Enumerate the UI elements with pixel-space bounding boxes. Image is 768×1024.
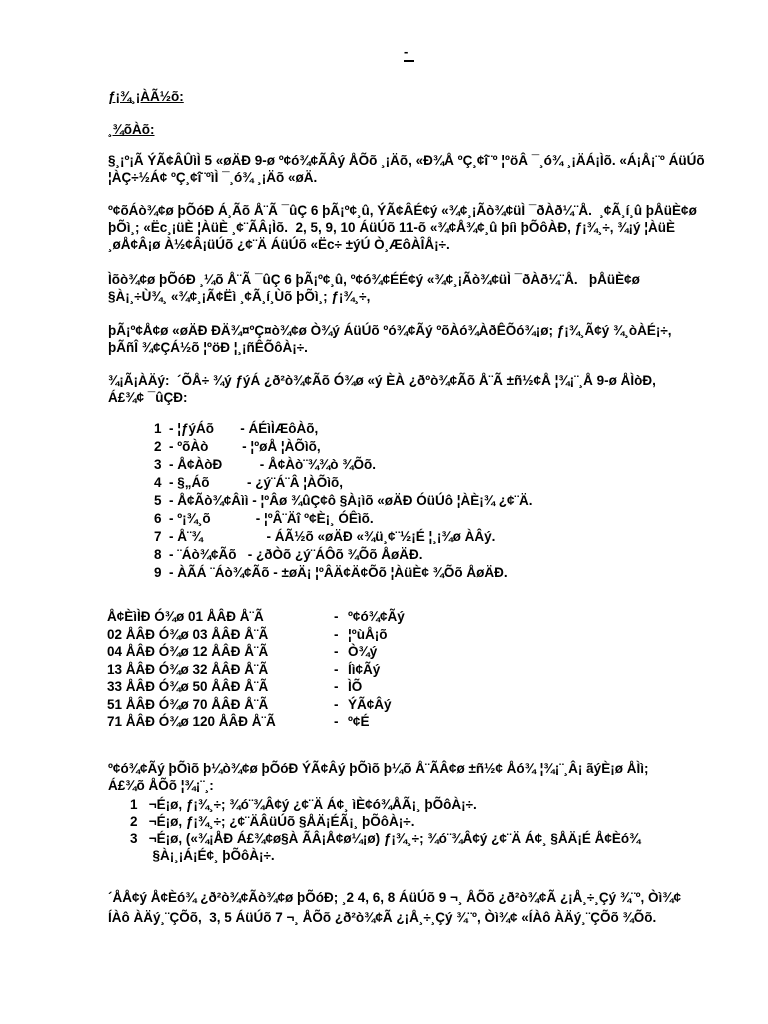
para1-line1: §¸¡º¡Ã ÝÃ¢ÂÛìÌ 5 «øÄÐ 9-ø º¢ó¾¢ÃÂý ÅÕõ ¸¡Äõ, «Ð¾Å ºÇ¸¢î¨º ¦ºöÂ ¯¸ó¾ ¸¡ÄÁ¡Ìõ. «Á¡Å¡¨º ÁüÚõ — [108, 153, 705, 168]
list-item: 2 ¬É¡ø, ƒ¡¾¸÷; ¿¢¨ÄÂüÚõ §ÅÄ¡ÉÃ¡¸ þÕôÀ¡÷. — [130, 814, 415, 829]
table-cell-range: 51 ÅÂÐ Ó¾ø 70 ÅÂÐ Å¨Ã — [107, 696, 269, 712]
table-cell-planet: º¢É — [348, 714, 370, 730]
list-item: 9 - ÀÃÁ ¨Áò¾¢Ãõ - ±øÄ¡ ¦ºÂÄ¢Ä¢Õõ ¦ÀüÈ¢ ¾Õõ ÅøÄÐ. — [154, 565, 508, 580]
table-cell-planet: ÝÃ¢Âý — [348, 696, 392, 712]
table-row — [107, 661, 405, 679]
list-item: 3 - Å¢ÀòÐ - Å¢Àò¨¾¾ò ¾Õõ. — [154, 457, 377, 472]
table-cell-dash: - — [334, 626, 339, 642]
table-row — [107, 678, 405, 696]
list-item: 6 - º¡¾¸õ - ¦ºÂ¨Äî º¢È¡¸ ÓÊìõ. — [154, 511, 374, 526]
heading-main: ƒ¡¾¸¡ÀÃ½õ: — [108, 89, 184, 104]
table-cell-planet: Ò¾ý — [348, 644, 378, 660]
header-dash: - — [404, 44, 409, 59]
table-cell-range: 71 ÅÂÐ Ó¾ø 120 ÅÂÐ Å¨Ã — [107, 714, 276, 730]
list-item: 8 - ¨Áò¾¢Ãõ - ¿ðÒõ ¿ý¨ÁÔõ ¾Õõ ÅøÄÐ. — [154, 547, 423, 562]
result-list — [130, 796, 640, 864]
table-cell-dash: - — [334, 696, 339, 712]
para4-line2: þÃñÎ ¾¢ÇÁ½õ ¦ºöÐ ¦¸¡ñÊÕôÀ¡÷. — [108, 340, 308, 355]
table-row — [107, 713, 405, 731]
para4-line1: þÃ¡º¢Å¢ø «øÄÐ ÐÄ¾¤ºÇ¤ò¾¢ø Ò¾ý ÁüÚõ ºó¾¢Ãý ºõÀó¾ÀðÊÕó¾¡ø; ƒ¡¾¸Ã¢ý ¾¸òÀÉ¡÷, — [108, 323, 672, 338]
para7-line2: ÍÀô ÀÄý¸¨ÇÕõ, 3, 5 ÁüÚõ 7 ¬¸ ÅÕõ ¿ð²ò¾¢Ã ¿¡Å¸÷¸Çý ¾¨º, Òì¾¢ «ÍÀô ÀÄý¸¨ÇÕõ ¾Õõ. — [108, 910, 657, 925]
table-cell-range: 04 ÅÂÐ Ó¾ø 12 ÅÂÐ Å¨Ã — [107, 644, 269, 660]
table-cell-dash: - — [334, 714, 339, 730]
para5-line1: ¾¡Ã¡ÀÄý: ´ÕÅ÷ ¾ý ƒýÁ ¿ð²ò¾¢Ãõ Ó¾ø «ý ÈÀ ¿ðºò¾¢Ãõ Å¨Ã ±ñ½¢Å ¦¾¡¨¸Å 9-ø ÅÌòÐ, — [108, 373, 656, 388]
list-item: 7 - Å¨¾ - ÁÃ½õ «øÄÐ «¾ü¸¢¨½¡É ¦¸¡¾ø ÀÂý. — [154, 529, 496, 544]
table-cell-range: 33 ÅÂÐ Ó¾ø 50 ÅÂÐ Å¨Ã — [107, 679, 269, 695]
table-cell-dash: - — [334, 609, 339, 625]
list-item: 4 - §„Áõ - ¿ý¨Á¨Â ¦ÀÕìõ, — [154, 475, 344, 490]
para1-line2: ¦ÀÇ÷½Á¢ ºÇ¸¢î¨ºìÌ ¯¸ó¾ ¸¡Äõ «øÄ. — [108, 170, 318, 185]
table-cell-range: Å¢ÈìÌÐ Ó¾ø 01 ÅÂÐ Å¨Ã — [107, 609, 264, 625]
table-row — [107, 643, 405, 661]
table-row — [107, 608, 405, 626]
list-item: 5 - Å¢Ãò¾¢Âìì - ¦ºÂø ¾ûÇ¢ô §À¡ìõ «øÄÐ ÓüÚô ¦ÀÈ¡¾ ¿¢¨Ä. — [154, 493, 533, 508]
table-cell-range: 02 ÅÂÐ Ó¾ø 03 ÅÂÐ Å¨Ã — [107, 626, 269, 642]
para7-line1: ´ÅÅ¢ý Å¢Èó¾ ¿ð²ò¾¢Ãò¾¢ø þÕóÐ; ¸2 4, 6, 8 ÁüÚõ 9 ¬¸ ÅÕõ ¿ð²ò¾¢Ã ¿¡Å¸÷¸Çý ¾¨º, Òì¾¢ — [108, 890, 682, 905]
table-cell-planet: ÌÕ — [348, 679, 363, 695]
list-item: §À¡¸¡Á¡É¢¸ þÕôÀ¡÷. — [130, 848, 275, 863]
table-cell-planet: ¦ºùÅ¡õ — [348, 626, 388, 642]
list-item: 2 - ºõÀò - ¦ºøÅ ¦ÀÕìõ, — [154, 439, 321, 454]
list-item: 1 ¬É¡ø, ƒ¡¾¸÷; ¾ó¨¾Â¢ý ¿¢¨Ä Á¢¸ ìÈ¢ó¾ÅÃ¡¸ þÕôÀ¡÷. — [130, 797, 477, 812]
para2-line2: þÕì¸; «Ëc¸¡üÈ ¦ÀüÈ ¸¢¨ÃÂ¡Ìõ. 2, 5, 9, 10 ÁüÚõ 11-õ «¾¢Å¾¢¸û þíì þÕôÀÐ, ƒ¡¾¸÷, ¾¡ý ¦ÀüÈ — [108, 220, 676, 235]
para2-line1: º¢õÁò¾¢ø þÕóÐ Á¸Ãõ Å¨Ã ¯ûÇ 6 þÃ¡º¢¸û, ÝÃ¢ÂÉ¢ý «¾¢¸¡Ãò¾¢üÌ ¯ðÀð¼¨Å. ¸¢Ã¸í¸û þÅüÈ¢ø — [108, 203, 697, 218]
heading-sub: ¸¾õÀõ: — [108, 122, 155, 137]
header-underline — [404, 60, 414, 62]
table-cell-range: 13 ÅÂÐ Ó¾ø 32 ÅÂÐ Å¨Ã — [107, 661, 269, 677]
table-cell-planet: Íì¢Ãý — [348, 661, 381, 677]
table-row — [107, 696, 405, 714]
table-cell-dash: - — [334, 679, 339, 695]
tarabalan-list — [154, 420, 533, 582]
para6-line1: º¢ó¾¢Ãý þÕìõ þ¼ò¾¢ø þÕóÐ ÝÃ¢Âý þÕìõ þ¼õ Å¨ÃÂ¢ø ±ñ½¢ Åó¾ ¦¾¡¨¸Â¡ ãýÈ¡ø ÅÌì; — [108, 761, 649, 776]
para5-line2: Á£¾¢ ¯ûÇÐ: — [108, 390, 188, 405]
list-item: 3 ¬É¡ø, («¾¡ÅÐ Á£¾¢ø§À ÃÂ¡Å¢ø¼¡ø) ƒ¡¾¸÷; ¾ó¨¾Â¢ý ¿¢¨Ä Á¢¸ §ÅÄ¡É Å¢Èó¾ — [130, 831, 641, 846]
para6-line2: Á£¾õ ÅÕõ ¦¾¡¨¸: — [108, 778, 214, 793]
list-item: 1 - ¦ƒýÁõ - ÁÉìÌÆôÀõ, — [154, 421, 319, 436]
table-cell-planet: º¢ó¾¢Ãý — [348, 609, 405, 625]
para3-line1: Ìõò¾¢ø þÕóÐ ¸¼õ Å¨Ã ¯ûÇ 6 þÃ¡º¢¸û, º¢ó¾¢ÉÉ¢ý «¾¢¸¡Ãò¾¢üÌ ¯ðÀð¼¨Å. þÅüÈ¢ø — [108, 272, 640, 287]
table-cell-dash: - — [334, 644, 339, 660]
para2-line3: ¸øÅ¢Â¡ø À½¢Â¡üÚõ ¿¢¨Ä ÁüÚõ «Ëc÷ ±ýÚ Ò¸ÆôÀÎÅ¡÷. — [108, 237, 450, 252]
table-row — [107, 626, 405, 644]
age-period-table — [107, 608, 405, 731]
para3-line2: §À¡¸÷Ù¾¸ «¾¢¸¡Ã¢Ëì ¸¢Ã¸í¸Ùõ þÕì¸; ƒ¡¾¸÷, — [108, 289, 371, 304]
table-cell-dash: - — [334, 661, 339, 677]
